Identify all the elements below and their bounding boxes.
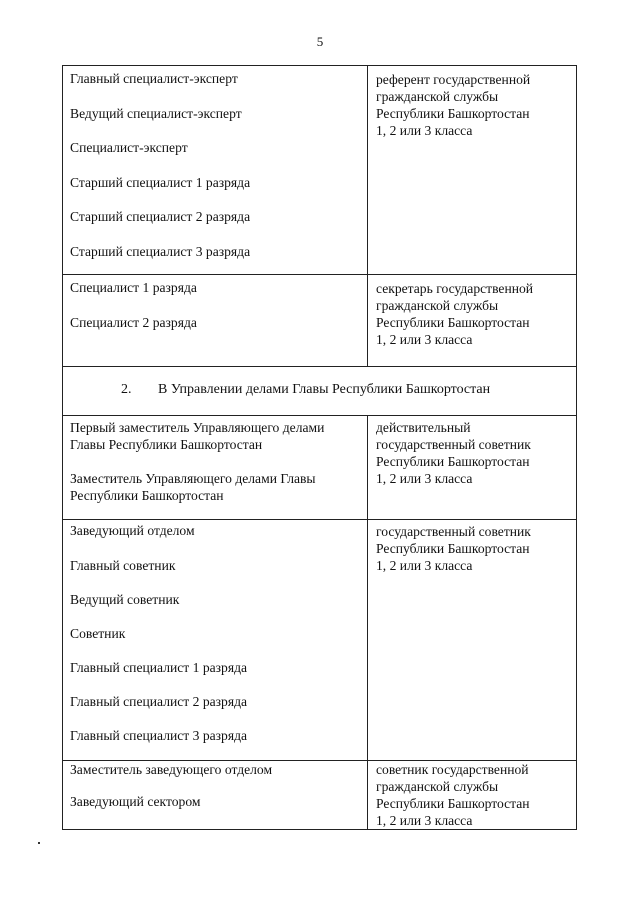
position-item: Старший специалист 2 разряда bbox=[70, 209, 251, 224]
position-line: Главы Республики Башкортостан bbox=[70, 437, 263, 452]
position-item: Главный советник bbox=[70, 558, 176, 573]
position-item: Заведующий отделом bbox=[70, 523, 195, 538]
position-item: Заведующий сектором bbox=[70, 794, 201, 809]
table-row bbox=[63, 275, 576, 367]
rank-line: секретарь государственной bbox=[376, 281, 534, 296]
table-row bbox=[63, 416, 576, 520]
table-row bbox=[63, 66, 576, 275]
position-item: Советник bbox=[70, 626, 126, 641]
table-row bbox=[63, 520, 576, 761]
position-line: Заместитель Управляющего делами Главы bbox=[70, 471, 316, 486]
page-number: 5 bbox=[316, 34, 324, 49]
position-item: Главный специалист 1 разряда bbox=[70, 660, 248, 675]
class-rank bbox=[376, 419, 531, 487]
rank-line: гражданской службы bbox=[376, 779, 499, 794]
position-item bbox=[70, 470, 316, 504]
section-title: В Управлении делами Главы Республики Башкортостан bbox=[158, 382, 491, 397]
positions-cell bbox=[63, 761, 367, 829]
class-rank bbox=[376, 523, 531, 574]
position-item: Старший специалист 3 разряда bbox=[70, 244, 251, 259]
position-item: Специалист 2 разряда bbox=[70, 315, 197, 330]
section-heading-row bbox=[63, 367, 576, 416]
position-line: Первый заместитель Управляющего делами bbox=[70, 420, 325, 435]
position-item: Ведущий советник bbox=[70, 592, 180, 607]
scan-speck bbox=[38, 842, 40, 844]
positions-cell bbox=[63, 275, 367, 366]
rank-line: государственный советник bbox=[376, 524, 531, 539]
rank-cell bbox=[367, 66, 576, 274]
rank-line: 1, 2 или 3 класса bbox=[376, 471, 473, 486]
table-row bbox=[63, 761, 576, 829]
rank-line: 1, 2 или 3 класса bbox=[376, 123, 473, 138]
rank-cell bbox=[367, 275, 576, 366]
rank-line: 1, 2 или 3 класса bbox=[376, 813, 473, 828]
rank-line: Республики Башкортостан bbox=[376, 315, 530, 330]
positions-cell bbox=[63, 520, 367, 760]
position-item: Главный специалист-эксперт bbox=[70, 71, 238, 86]
rank-line: государственный советник bbox=[376, 437, 531, 452]
rank-line: гражданской службы bbox=[376, 89, 499, 104]
section-heading bbox=[63, 367, 576, 415]
rank-cell bbox=[367, 416, 576, 519]
position-line: Республики Башкортостан bbox=[70, 488, 224, 503]
rank-line: 1, 2 или 3 класса bbox=[376, 332, 473, 347]
position-item: Главный специалист 3 разряда bbox=[70, 728, 248, 743]
position-item: Заместитель заведующего отделом bbox=[70, 762, 273, 777]
rank-line: советник государственной bbox=[376, 762, 529, 777]
positions-cell bbox=[63, 416, 367, 519]
section-number: 2. bbox=[121, 382, 132, 397]
class-rank bbox=[376, 761, 530, 829]
position-item: Главный специалист 2 разряда bbox=[70, 694, 248, 709]
rank-line: Республики Башкортостан bbox=[376, 541, 530, 556]
position-item: Специалист 1 разряда bbox=[70, 280, 197, 295]
rank-cell bbox=[367, 520, 576, 760]
rank-cell bbox=[367, 761, 576, 829]
position-item: Ведущий специалист-эксперт bbox=[70, 106, 242, 121]
class-rank bbox=[376, 71, 530, 139]
positions-cell bbox=[63, 66, 367, 274]
rank-line: Республики Башкортостан bbox=[376, 454, 530, 469]
class-rank bbox=[376, 280, 533, 348]
rank-line: гражданской службы bbox=[376, 298, 499, 313]
position-item: Специалист-эксперт bbox=[70, 140, 188, 155]
positions-table bbox=[62, 65, 577, 830]
rank-line: Республики Башкортостан bbox=[376, 106, 530, 121]
rank-line: действительный bbox=[376, 420, 471, 435]
rank-line: 1, 2 или 3 класса bbox=[376, 558, 473, 573]
rank-line: Республики Башкортостан bbox=[376, 796, 530, 811]
rank-line: референт государственной bbox=[376, 72, 531, 87]
position-item: Старший специалист 1 разряда bbox=[70, 175, 251, 190]
position-item bbox=[70, 419, 324, 453]
